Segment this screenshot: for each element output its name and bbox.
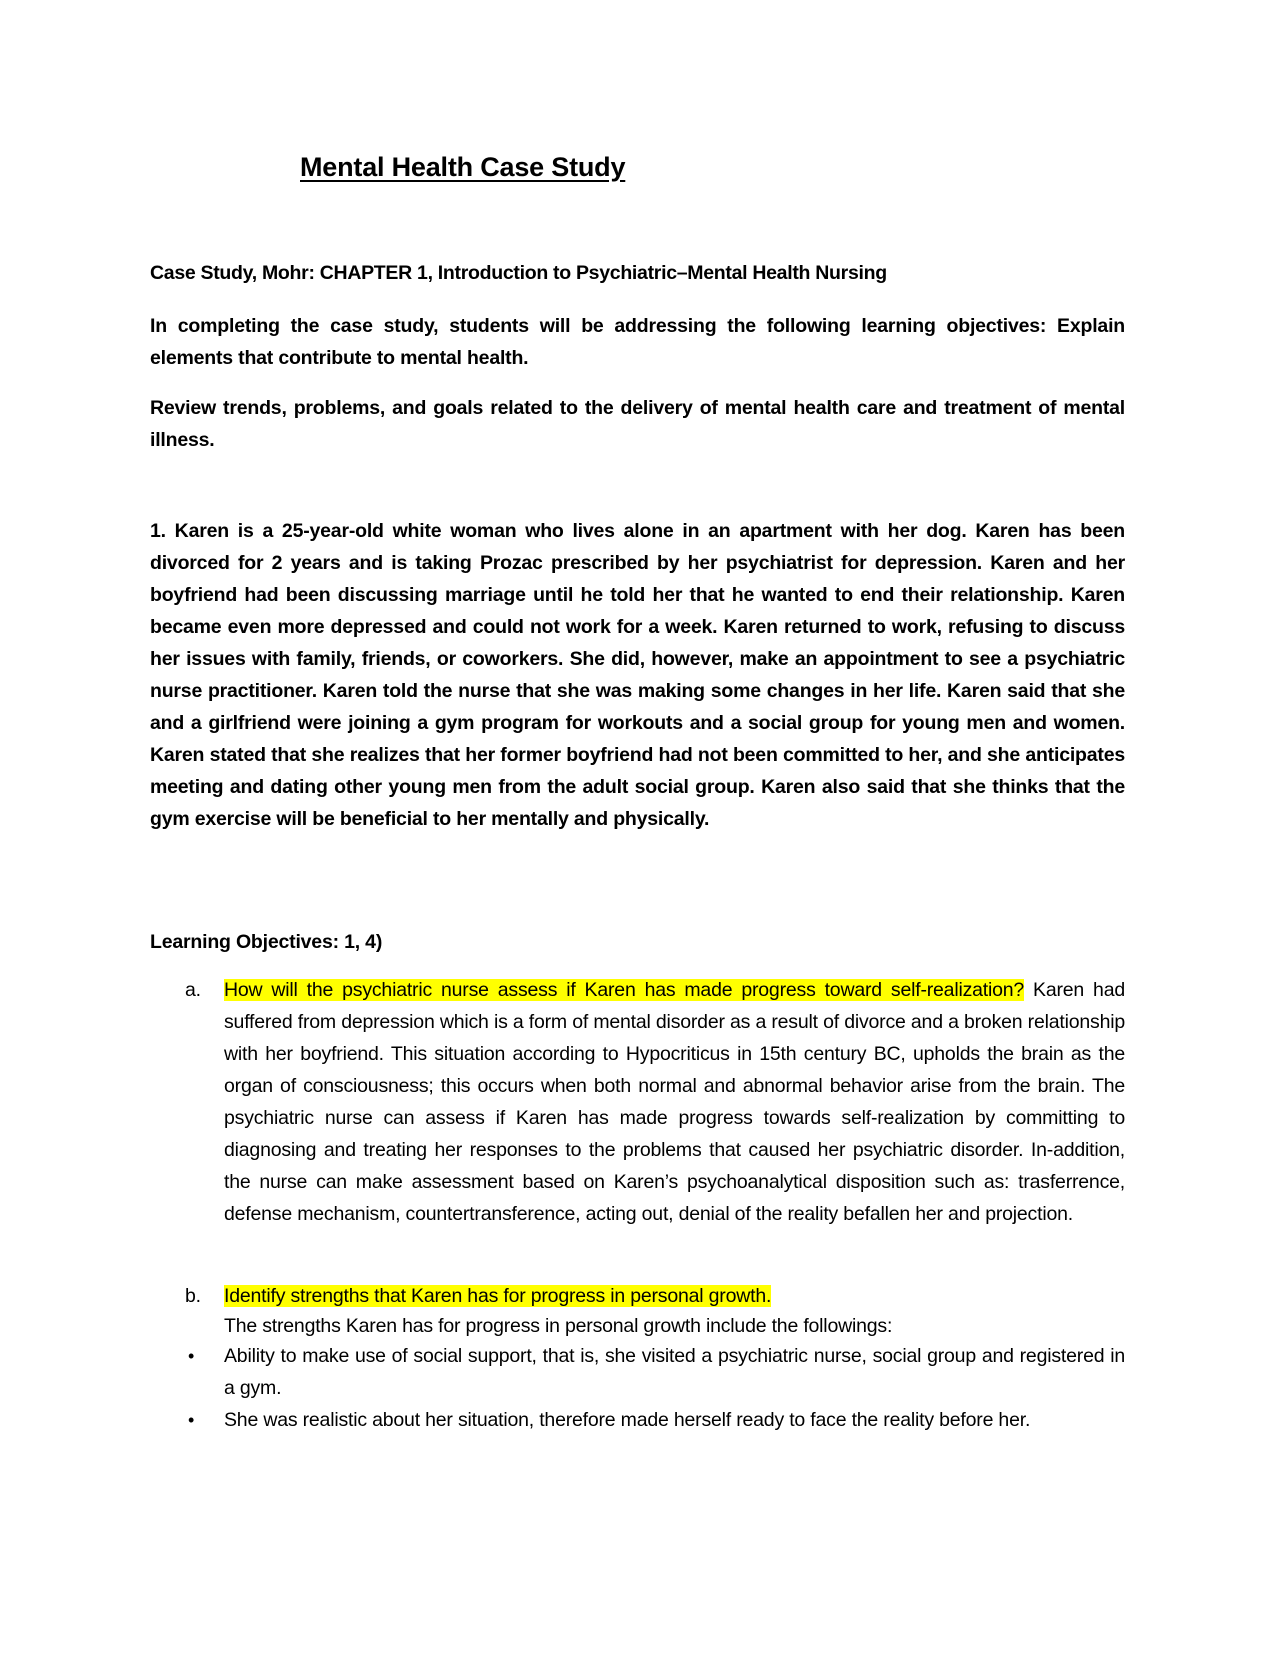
- bullet-text: She was realistic about her situation, therefore made herself ready to face the reality before her.: [224, 1409, 1031, 1431]
- bullet-marker: •: [188, 1346, 195, 1366]
- question-b-answer-intro: The strengths Karen has for progress in personal growth include the followings:: [224, 1315, 893, 1337]
- question-a-answer: Karen had suffered from depression which is a form of mental disorder as a result of divorce and a broken relationship with her boyfriend. This situation according to Hypocriticus in 15th century BC, upholds the brain as the organ of consciousness; this occurs when both normal and abnormal behavior arise from the brain. The psychiatric nurse can assess if Karen has made progress towards self-realization by committing to diagnosing and treating her responses to the problems that caused her psychiatric disorder. In-addition, the nurse can make assessment based on Karen’s psychoanalytical disposition such as: trasferrence, defense mechanism, countertransference, acting out, denial of the reality befallen her and projection.: [224, 979, 1125, 1225]
- bullet-marker: •: [188, 1410, 195, 1430]
- bullet-text: Ability to make use of social support, that is, she visited a psychiatric nurse, social group and registered in a gym.: [224, 1345, 1125, 1399]
- question-b-highlight: Identify strengths that Karen has for progress in personal growth.: [224, 1285, 772, 1307]
- document-title: Mental Health Case Study: [300, 152, 626, 182]
- question-a-marker: a.: [185, 979, 201, 1001]
- case-study-subtitle: Case Study, Mohr: CHAPTER 1, Introduction to Psychiatric–Mental Health Nursing: [150, 262, 887, 284]
- question-b-body: [224, 1280, 1125, 1312]
- case-description: 1. Karen is a 25-year-old white woman who lives alone in an apartment with her dog. Karen has been divorced for 2 years and is taking Prozac prescribed by her psychiatrist for depression. Karen and her boyfriend had been discussing marriage until he told her that he wanted to end their relationship. Karen became even more depressed and could not work for a week. Karen returned to work, refusing to discuss her issues with family, friends, or coworkers. She did, however, make an appointment to see a psychiatric nurse practitioner. Karen told the nurse that she was making some changes in her life. Karen said that she and a girlfriend were joining a gym program for workouts and a social group for young men and women. Karen stated that she realizes that her former boyfriend had not been committed to her, and she anticipates meeting and dating other young men from the adult social group. Karen also said that she thinks that the gym exercise will be beneficial to her mentally and physically.: [150, 520, 1125, 830]
- question-a-body: [224, 974, 1125, 1230]
- question-b-marker: b.: [185, 1285, 201, 1307]
- learning-objectives-review: Review trends, problems, and goals related to the delivery of mental health care and treatment of mental illness.: [150, 397, 1125, 451]
- learning-objectives-intro: In completing the case study, students will be addressing the following learning objectives: Explain elements that contribute to mental health.: [150, 315, 1125, 369]
- question-a-highlight: How will the psychiatric nurse assess if Karen has made progress toward self-realization?: [224, 979, 1025, 1001]
- learning-objectives-label: Learning Objectives: 1, 4): [150, 931, 383, 953]
